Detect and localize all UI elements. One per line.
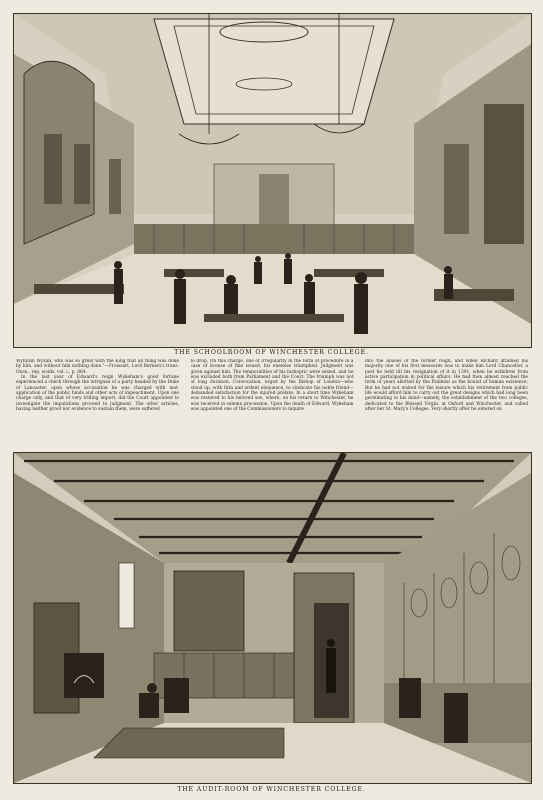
article-column-3 bbox=[365, 359, 528, 445]
audit-room-illustration bbox=[14, 453, 531, 783]
paragraph: Wyllyam Wyxan, who was so great with the King that all thing was done by him, and without him nothing done."—Froissart, Lord Berners's trans. Oxon., rep. sculls, vol. i., p. 864. bbox=[16, 359, 179, 375]
article-column-1 bbox=[16, 359, 179, 445]
audit-room-caption: THE AUDIT-ROOM OF WINCHESTER COLLEGE. bbox=[177, 786, 366, 793]
paragraph: to drop. On this charge, one of irregularity in the form of procedure in a case of license of fine issued, his enemies triumphed. Judgment was given against him. The temporalities of his bishopric were seized, and he was excluded both from Parliament and the Court. The triumph was not of long duration. Convocation, urged by the Bishop of London—who stood up, with firm and ardent eloquence, to vindicate his noble friend—demanded satisfaction for the injured prelate. In a short time Wykeham was restored to his beloved see, where, on his return to Winchester, he was received in solemn procession. Upon the death of Edward, Wykeham was appointed one of the Commissioners to inquire bbox=[190, 359, 354, 413]
article-text bbox=[16, 359, 528, 445]
article-column-2 bbox=[191, 359, 354, 445]
schoolroom-illustration bbox=[14, 14, 531, 347]
schoolroom-caption: THE SCHOOLROOM OF WINCHESTER COLLEGE. bbox=[174, 349, 369, 356]
paragraph: In the last year of Edward's reign Wykeham's good fortune experienced a check through the intrigues of a party headed by the Duke of Lancaster, upon whose accusation he was charged with mal-application of the public funds and other acts of impeachment. Upon one charge only, and that of very trifling import, did the Court appointed to investigate the imputations proceed to judgment. The other articles, having neither proof nor evidence to sustain them, were suffered bbox=[16, 375, 179, 413]
paragraph: into the abuses of the former reign, and when Richard attained his majority one of his first measures was to make him Lord Chancellor, a post he held till his resignation of it in 1391, when he withdrew from active participation in political affairs. He had then almost reached the term of years allotted by the Psalmist as the bound of human existence. But he had not waited for the leisure which his retirement from public life would afford him to carry out the great designs which had long been germinating in his mind—namely, the establishment of the two colleges, dedicated to the Blessed Virgin, at Oxford and Winchester, and called after her St. Mary's Colleges. Very shortly after he entered on bbox=[365, 359, 528, 413]
schoolroom-engraving bbox=[13, 13, 532, 348]
audit-room-engraving bbox=[13, 452, 532, 784]
